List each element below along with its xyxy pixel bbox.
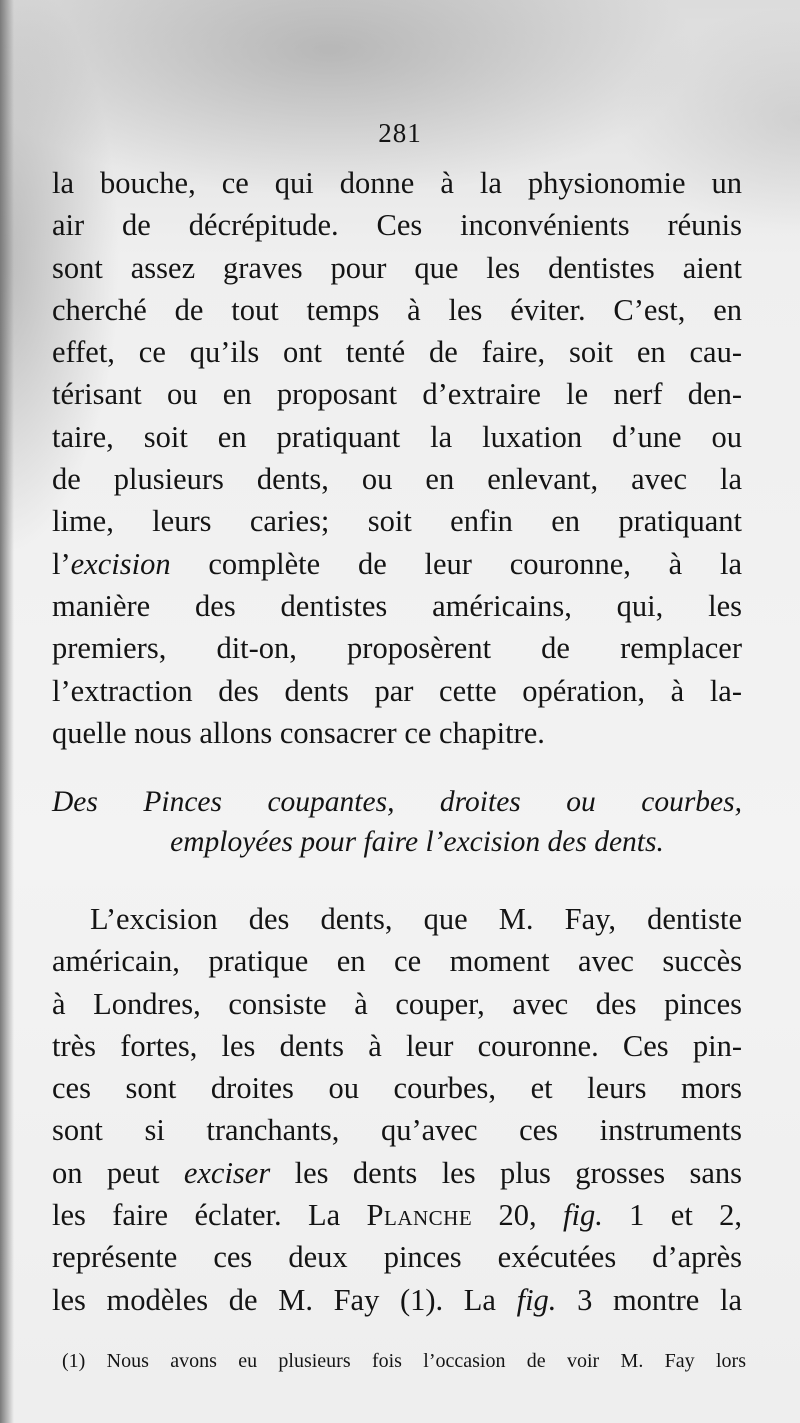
text-fragment: 3 montre la: [556, 1282, 742, 1317]
text-line: l’extraction des dents par cette opération, à la-: [52, 673, 742, 708]
italic-term: fig.: [563, 1198, 603, 1233]
heading-line: employées pour faire l’excision des dents.: [170, 826, 664, 858]
text-line: la bouche, ce qui donne à la physionomie un: [52, 166, 742, 200]
text-fragment: les dents les plus grosses sans: [270, 1155, 742, 1190]
text-fragment: on peut: [52, 1155, 184, 1190]
paragraph-2: [52, 898, 742, 1321]
text-line: sont assez graves pour que les dentistes aient: [52, 250, 742, 285]
text-line: ces sont droites ou courbes, et leurs mors: [52, 1071, 742, 1106]
text-line: manière des dentistes américains, qui, les: [52, 588, 742, 623]
footnote: (1) Nous avons eu plusieurs fois l’occasion de voir M. Fay lors: [62, 1350, 746, 1372]
text-line: très fortes, les dents à leur couronne. Ces pin-: [52, 1028, 742, 1063]
text-line: premiers, dit-on, proposèrent de remplacer: [52, 631, 742, 666]
italic-term: exciser: [183, 1155, 271, 1190]
text-line: [52, 1194, 742, 1236]
text-fragment: l’: [52, 546, 71, 581]
text-line: air de décrépitude. Ces inconvénients réunis: [52, 208, 742, 243]
page-number: 281: [378, 118, 422, 148]
text-line: L’excision des dents, que M. Fay, dentiste: [90, 902, 742, 936]
text-line: quelle nous allons consacrer ce chapitre.: [52, 715, 545, 750]
text-fragment: complète de leur couronne, à la: [170, 546, 742, 581]
text-line: [52, 1279, 742, 1321]
text-line: lime, leurs caries; soit enfin en pratiquant: [52, 504, 742, 539]
plate-reference: Planche: [366, 1198, 473, 1233]
text-line: taire, soit en pratiquant la luxation d’une ou: [52, 419, 742, 454]
text-line: sont si tranchants, qu’avec ces instruments: [52, 1113, 742, 1148]
text-line: à Londres, consiste à couper, avec des pinces: [52, 986, 742, 1021]
text-fragment: 20,: [472, 1198, 563, 1233]
text-line: [52, 543, 742, 585]
text-line: de plusieurs dents, ou en enlevant, avec la: [52, 462, 742, 497]
italic-term: excision: [70, 546, 171, 581]
paragraph-1: [52, 162, 742, 754]
text-fragment: les faire éclater. La: [52, 1198, 367, 1233]
text-line: représente ces deux pinces exécutées d’après: [52, 1240, 742, 1275]
text-line: [52, 1152, 742, 1194]
italic-term: fig.: [516, 1282, 557, 1317]
page-edge-shadow: [0, 0, 14, 1423]
text-fragment: 1 et 2,: [602, 1198, 743, 1233]
text-line: américain, pratique en ce moment avec succès: [52, 944, 742, 979]
text-line: térisant ou en proposant d’extraire le nerf den-: [52, 377, 742, 412]
text-fragment: les modèles de M. Fay (1). La: [52, 1282, 517, 1317]
text-line: cherché de tout temps à les éviter. C’est, en: [52, 292, 742, 327]
heading-line: Des Pinces coupantes, droites ou courbes,: [52, 786, 742, 818]
text-line: effet, ce qu’ils ont tenté de faire, soit en cau-: [52, 335, 742, 370]
section-heading: [52, 782, 742, 862]
